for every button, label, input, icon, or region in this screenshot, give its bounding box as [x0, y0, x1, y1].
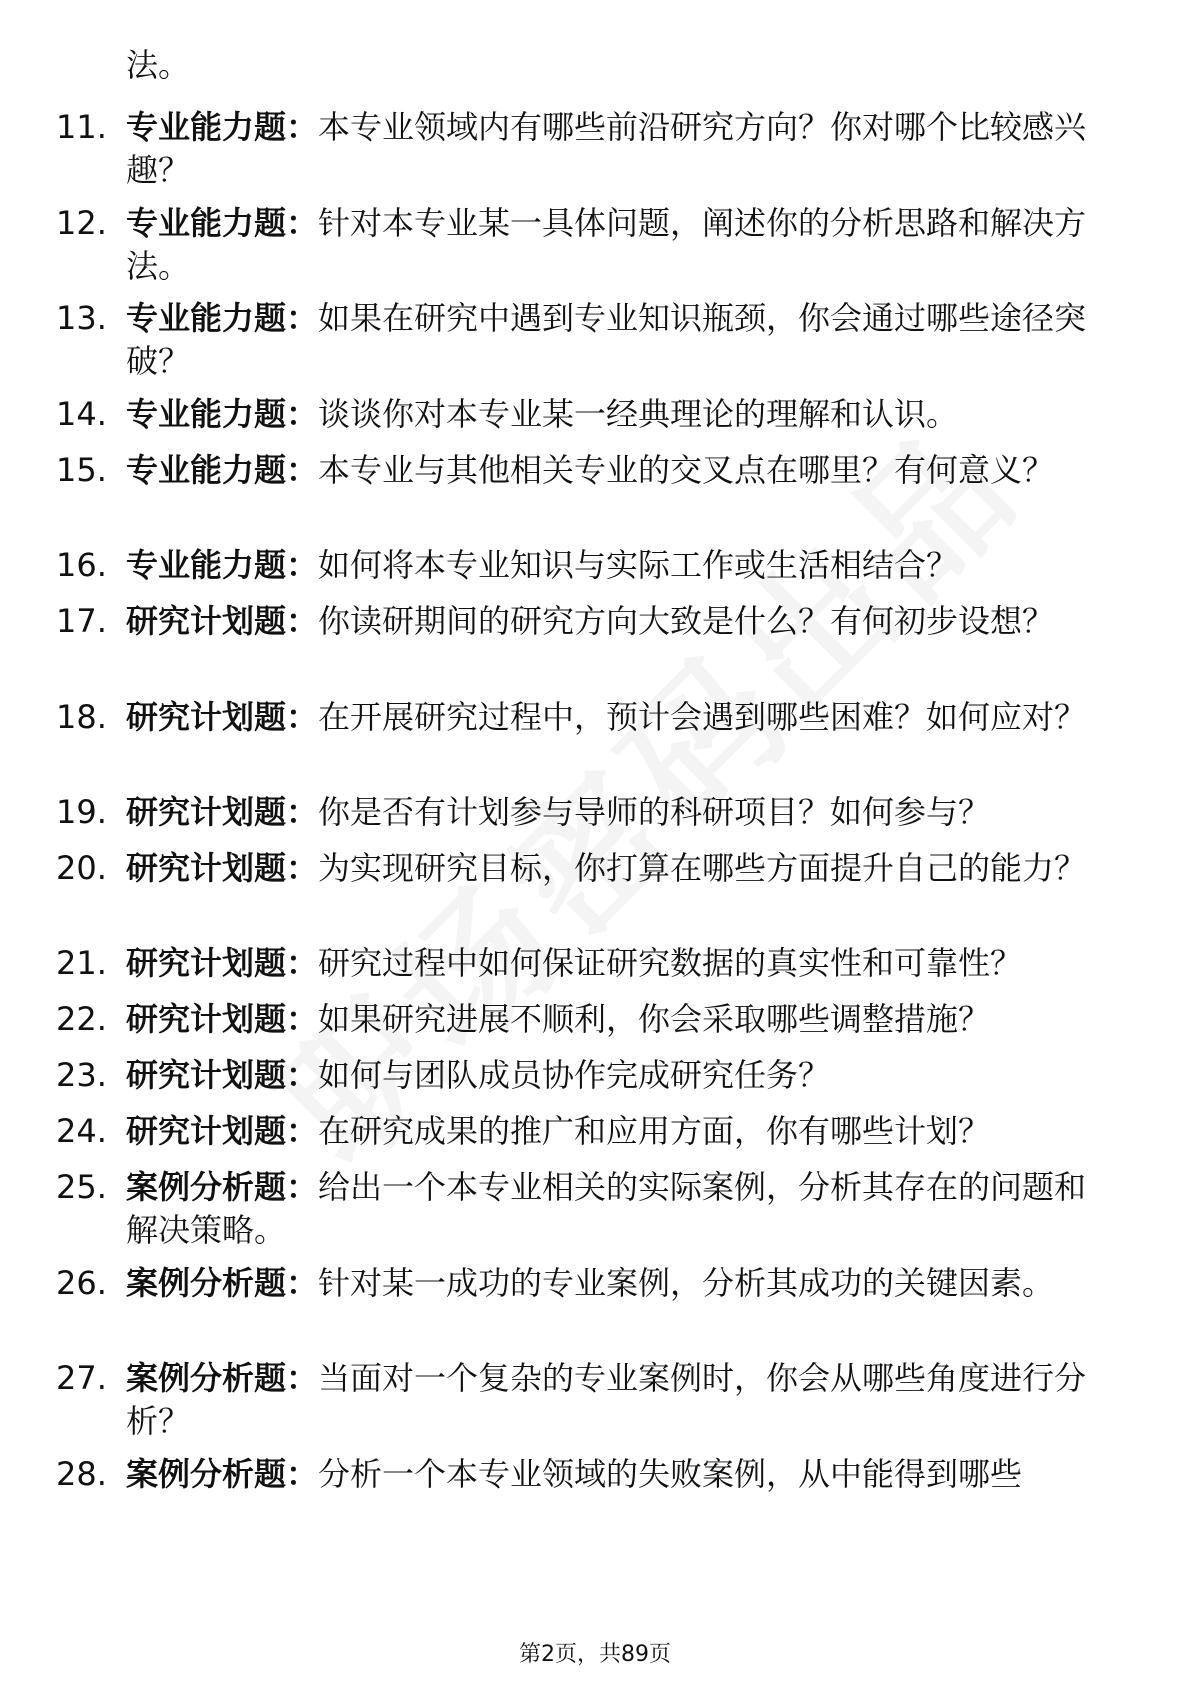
question-body	[126, 1453, 1116, 1496]
question-category: 研究计划题：	[126, 849, 319, 887]
question-text: 本专业与其他相关专业的交叉点在哪里？有何意义？	[318, 451, 1055, 489]
question-category: 专业能力题：	[126, 108, 319, 146]
question-text: 在研究成果的推广和应用方面，你有哪些计划？	[318, 1112, 991, 1150]
question-text: 如果研究进展不顺利，你会采取哪些调整措施？	[318, 1000, 991, 1038]
question-number: 11.	[56, 108, 107, 146]
question-category: 专业能力题：	[126, 299, 319, 337]
question-body	[126, 297, 1116, 383]
question-text: 本专业领域内有哪些前沿研究方向？你对哪个比较感兴趣？	[126, 108, 1087, 189]
question-number: 16.	[56, 546, 107, 584]
question-text: 研究过程中如何保证研究数据的真实性和可靠性？	[318, 944, 1023, 982]
question-number: 23.	[56, 1056, 107, 1094]
question-number: 25.	[56, 1168, 107, 1206]
question-body	[126, 449, 1116, 492]
question-category: 研究计划题：	[126, 602, 319, 640]
question-number: 21.	[56, 944, 107, 982]
page-footer: 第2页，共89页	[519, 1642, 671, 1667]
question-number: 15.	[56, 451, 107, 489]
question-body	[126, 106, 1116, 192]
question-number: 14.	[56, 395, 107, 433]
question-category: 案例分析题：	[126, 1359, 319, 1397]
question-category: 研究计划题：	[126, 1056, 319, 1094]
question-number: 12.	[56, 204, 107, 242]
question-category: 专业能力题：	[126, 395, 319, 433]
question-number: 27.	[56, 1359, 107, 1397]
question-text: 你读研期间的研究方向大致是什么？有何初步设想？	[318, 602, 1055, 640]
question-category: 专业能力题：	[126, 546, 319, 584]
question-number: 17.	[56, 602, 107, 640]
question-text: 为实现研究目标，你打算在哪些方面提升自己的能力？	[318, 849, 1087, 887]
question-text: 你是否有计划参与导师的科研项目？如何参与？	[318, 793, 991, 831]
question-category: 案例分析题：	[126, 1264, 319, 1302]
question-number: 20.	[56, 849, 107, 887]
question-category: 研究计划题：	[126, 698, 319, 736]
question-text: 当面对一个复杂的专业案例时，你会从哪些角度进行分析？	[126, 1359, 1087, 1440]
question-text: 如何将本专业知识与实际工作或生活相结合？	[318, 546, 959, 584]
question-text: 在开展研究过程中，预计会遇到哪些困难？如何应对？	[318, 698, 1087, 736]
question-category: 研究计划题：	[126, 793, 319, 831]
question-text: 针对本专业某一具体问题，阐述你的分析思路和解决方法。	[126, 204, 1087, 285]
question-text: 针对某一成功的专业案例，分析其成功的关键因素。	[318, 1264, 1055, 1302]
question-category: 研究计划题：	[126, 1000, 319, 1038]
question-body	[126, 1262, 1116, 1305]
question-category: 研究计划题：	[126, 944, 319, 982]
question-number: 28.	[56, 1455, 107, 1493]
question-text: 如果在研究中遇到专业知识瓶颈，你会通过哪些途径突破？	[126, 299, 1087, 380]
question-text: 给出一个本专业相关的实际案例，分析其存在的问题和解决策略。	[126, 1168, 1087, 1249]
question-category: 研究计划题：	[126, 1112, 319, 1150]
question-body	[126, 942, 1116, 985]
question-body	[126, 1357, 1116, 1443]
question-category: 案例分析题：	[126, 1455, 319, 1493]
question-body	[126, 998, 1116, 1041]
question-body	[126, 696, 1116, 739]
question-body	[126, 1110, 1116, 1153]
question-body	[126, 544, 1116, 587]
question-number: 18.	[56, 698, 107, 736]
question-text: 谈谈你对本专业某一经典理论的理解和认识。	[318, 395, 959, 433]
question-category: 专业能力题：	[126, 451, 319, 489]
question-category: 案例分析题：	[126, 1168, 319, 1206]
question-body	[126, 791, 1116, 834]
question-body	[126, 1166, 1116, 1252]
question-text: 如何与团队成员协作完成研究任务？	[318, 1056, 831, 1094]
question-number: 26.	[56, 1264, 107, 1302]
question-body	[126, 847, 1116, 890]
question-body	[126, 202, 1116, 288]
question-body	[126, 1054, 1116, 1097]
question-body	[126, 393, 1116, 436]
question-number: 13.	[56, 299, 107, 337]
question-category: 专业能力题：	[126, 204, 319, 242]
question-text: 分析一个本专业领域的失败案例，从中能得到哪些	[318, 1455, 1023, 1493]
question-body	[126, 600, 1116, 643]
question-number: 22.	[56, 1000, 107, 1038]
question-number: 19.	[56, 793, 107, 831]
continued-text: 法。	[126, 46, 191, 84]
question-number: 24.	[56, 1112, 107, 1150]
